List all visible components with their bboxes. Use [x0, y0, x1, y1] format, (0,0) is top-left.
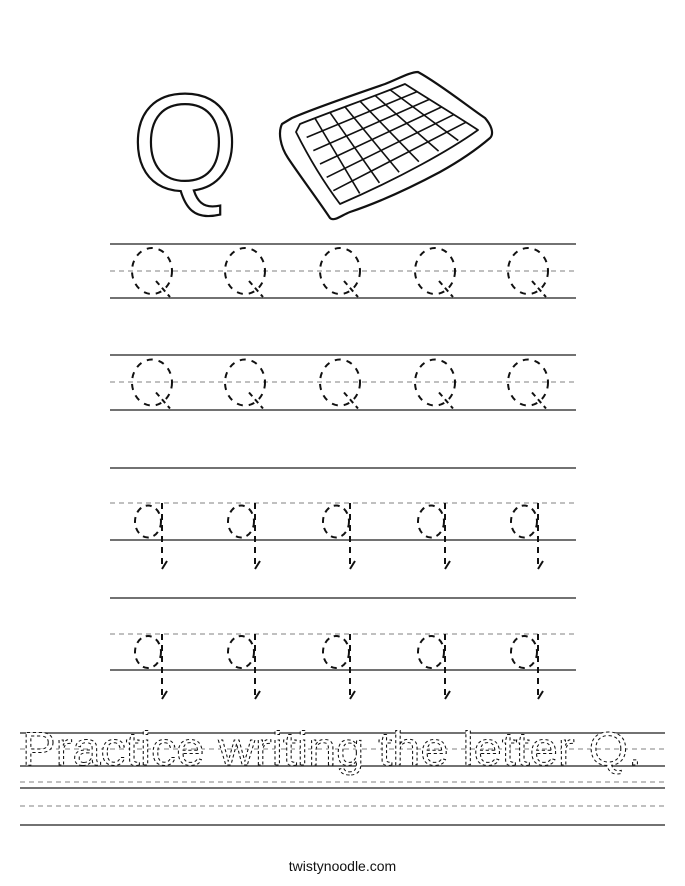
- tracing-letters: [132, 248, 548, 699]
- trace-letter-q: [323, 634, 355, 699]
- trace-letter-q: [418, 634, 450, 699]
- trace-letter-Q: [415, 248, 455, 297]
- trace-letter-Q: [225, 360, 265, 409]
- trace-letter-q: [511, 634, 543, 699]
- trace-letter-q: [418, 503, 450, 569]
- trace-letter-Q: [132, 248, 172, 297]
- footer-credit: twistynoodle.com: [288, 858, 397, 874]
- quilt-icon: [280, 72, 492, 219]
- trace-letter-Q: [508, 248, 548, 297]
- trace-letter-Q: [320, 360, 360, 409]
- big-letter-q: Q: [131, 66, 239, 220]
- trace-letter-Q: [415, 360, 455, 409]
- trace-letter-Q: [320, 248, 360, 297]
- trace-letter-Q: [132, 360, 172, 409]
- trace-letter-Q: [225, 248, 265, 297]
- trace-letter-q: [323, 503, 355, 569]
- trace-letter-Q: [508, 360, 548, 409]
- practice-sentence: Practice writing the letter Q.: [22, 722, 642, 775]
- trace-letter-q: [135, 503, 167, 569]
- trace-letter-q: [228, 503, 260, 569]
- trace-letter-q: [228, 634, 260, 699]
- trace-letter-q: [511, 503, 543, 569]
- trace-letter-q: [135, 634, 167, 699]
